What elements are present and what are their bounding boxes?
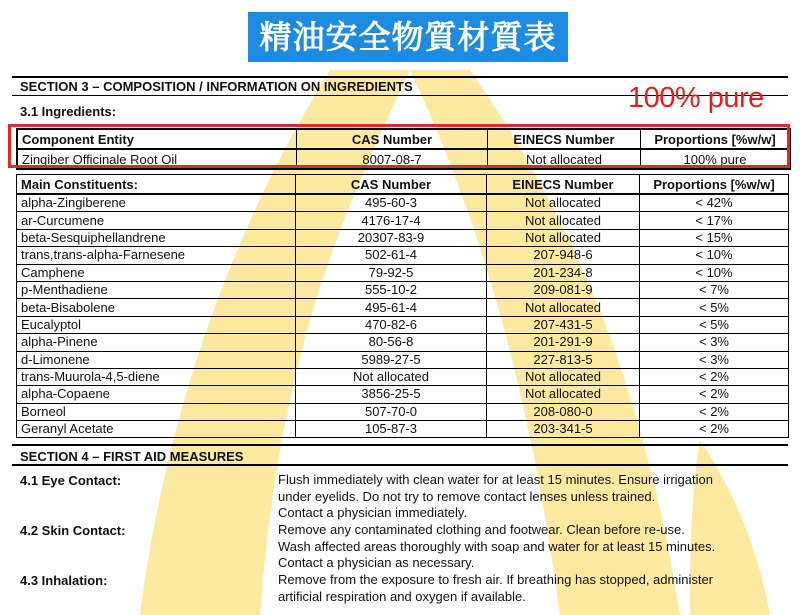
cell-constituent: Camphene [17, 264, 296, 281]
cell-einecs: Not allocated [487, 229, 640, 246]
table-row [17, 229, 789, 246]
cell-proportion: < 2% [640, 386, 789, 403]
cell-cas: 8007-08-7 [297, 149, 488, 169]
cell-cas: 3856-25-5 [296, 386, 487, 403]
text-line: Remove from the exposure to fresh air. If breathing has stopped, administer [278, 572, 714, 587]
cell-einecs: 227-813-5 [487, 351, 640, 368]
section-3-heading: SECTION 3 – COMPOSITION / INFORMATION ON INGREDIENTS [12, 76, 788, 96]
text-line: under eyelids. Do not try to remove contact lenses unless trained. [278, 488, 656, 504]
cell-proportion: < 7% [640, 281, 789, 298]
cell-einecs: Not allocated [487, 386, 640, 403]
inhalation-label: 4.3 Inhalation: [20, 573, 108, 588]
cell-einecs: 207-948-6 [487, 247, 640, 264]
table-row [17, 368, 789, 385]
skin-contact-label: 4.2 Skin Contact: [20, 523, 126, 538]
page-title: 精油安全物質材質表 [248, 12, 568, 62]
cell-component: Zingiber Officinale Root Oil [17, 149, 297, 169]
cell-einecs: Not allocated [488, 149, 641, 169]
highlight-box [8, 124, 790, 168]
cell-einecs: Not allocated [487, 212, 640, 229]
purity-annotation: 100% pure [628, 82, 764, 114]
cell-constituent: Eucalyptol [17, 316, 296, 333]
cell-proportion: < 42% [640, 194, 789, 212]
table-row [17, 194, 789, 212]
cell-constituent: beta-Bisabolene [17, 299, 296, 316]
cell-einecs: 203-341-5 [487, 421, 640, 438]
cell-proportion: < 3% [640, 334, 789, 351]
text-line: Contact a physician as necessary. [278, 555, 475, 570]
header-proportions: Proportions [%w/w] [641, 129, 791, 149]
cell-proportion: < 10% [640, 264, 789, 281]
text-line: Remove any contaminated clothing and footwear. Clean before re-use. [278, 522, 685, 537]
inhalation-text [278, 572, 713, 605]
cell-constituent: alpha-Pinene [17, 334, 296, 351]
cell-constituent: alpha-Zingiberene [17, 194, 296, 212]
header-proportions: Proportions [%w/w] [640, 175, 789, 195]
cell-einecs: Not allocated [487, 299, 640, 316]
table-header-row [17, 175, 789, 195]
header-cas-number: CAS Number [296, 175, 487, 195]
cell-constituent: trans,trans-alpha-Farnesene [17, 247, 296, 264]
cell-cas: 495-61-4 [296, 299, 487, 316]
cell-proportion: < 2% [640, 421, 789, 438]
cell-proportion: < 5% [640, 299, 789, 316]
cell-cas: 5989-27-5 [296, 351, 487, 368]
cell-einecs: 209-081-9 [487, 281, 640, 298]
cell-constituent: d-Limonene [17, 351, 296, 368]
table-row [17, 299, 789, 316]
table-row [17, 386, 789, 403]
table-row [17, 334, 789, 351]
cell-cas: 80-56-8 [296, 334, 487, 351]
cell-constituent: ar-Curcumene [17, 212, 296, 229]
header-einecs-number: EINECS Number [487, 175, 640, 195]
text-line: artificial respiration and oxygen if available. [278, 588, 526, 604]
cell-proportion: < 10% [640, 247, 789, 264]
header-component-entity: Component Entity [17, 129, 297, 149]
text-line: Wash affected areas thoroughly with soap and water for at least 15 minutes. [278, 538, 716, 554]
ingredients-subheading: 3.1 Ingredients: [20, 104, 117, 119]
table-row [17, 212, 789, 229]
table-row [17, 421, 789, 438]
table-row [17, 403, 789, 420]
cell-cas: 502-61-4 [296, 247, 487, 264]
cell-cas: 20307-83-9 [296, 229, 487, 246]
skin-contact-text [278, 522, 715, 572]
table-row [17, 351, 789, 368]
cell-cas: 105-87-3 [296, 421, 487, 438]
cell-cas: 495-60-3 [296, 194, 487, 212]
cell-proportion: < 2% [640, 368, 789, 385]
table-row [17, 247, 789, 264]
cell-einecs: Not allocated [487, 368, 640, 385]
cell-constituent: trans-Muurola-4,5-diene [17, 368, 296, 385]
section-4-heading: SECTION 4 – FIRST AID MEASURES [12, 444, 788, 466]
cell-constituent: alpha-Copaene [17, 386, 296, 403]
table-row [17, 316, 789, 333]
cell-constituent: Geranyl Acetate [17, 421, 296, 438]
cell-proportion: 100% pure [641, 149, 791, 169]
cell-constituent: Borneol [17, 403, 296, 420]
cell-cas: 555-10-2 [296, 281, 487, 298]
eye-contact-label: 4.1 Eye Contact: [20, 473, 122, 488]
cell-proportion: < 3% [640, 351, 789, 368]
header-cas-number: CAS Number [297, 129, 488, 149]
header-einecs-number: EINECS Number [488, 129, 641, 149]
cell-proportion: < 5% [640, 316, 789, 333]
cell-cas: 79-92-5 [296, 264, 487, 281]
cell-constituent: p-Menthadiene [17, 281, 296, 298]
cell-cas: 507-70-0 [296, 403, 487, 420]
table-row [17, 281, 789, 298]
header-main-constituents: Main Constituents: [17, 175, 296, 195]
cell-cas: Not allocated [296, 368, 487, 385]
table-row [17, 264, 789, 281]
text-line: Contact a physician immediately. [278, 505, 468, 520]
cell-einecs: 201-291-9 [487, 334, 640, 351]
cell-proportion: < 2% [640, 403, 789, 420]
text-line: Flush immediately with clean water for at least 15 minutes. Ensure irrigation [278, 472, 713, 487]
constituents-table [16, 174, 789, 438]
cell-constituent: beta-Sesquiphellandrene [17, 229, 296, 246]
cell-einecs: Not allocated [487, 194, 640, 212]
cell-proportion: < 17% [640, 212, 789, 229]
cell-einecs: 208-080-0 [487, 403, 640, 420]
cell-einecs: 207-431-5 [487, 316, 640, 333]
eye-contact-text [278, 472, 713, 522]
cell-cas: 4176-17-4 [296, 212, 487, 229]
cell-cas: 470-82-6 [296, 316, 487, 333]
cell-einecs: 201-234-8 [487, 264, 640, 281]
cell-proportion: < 15% [640, 229, 789, 246]
